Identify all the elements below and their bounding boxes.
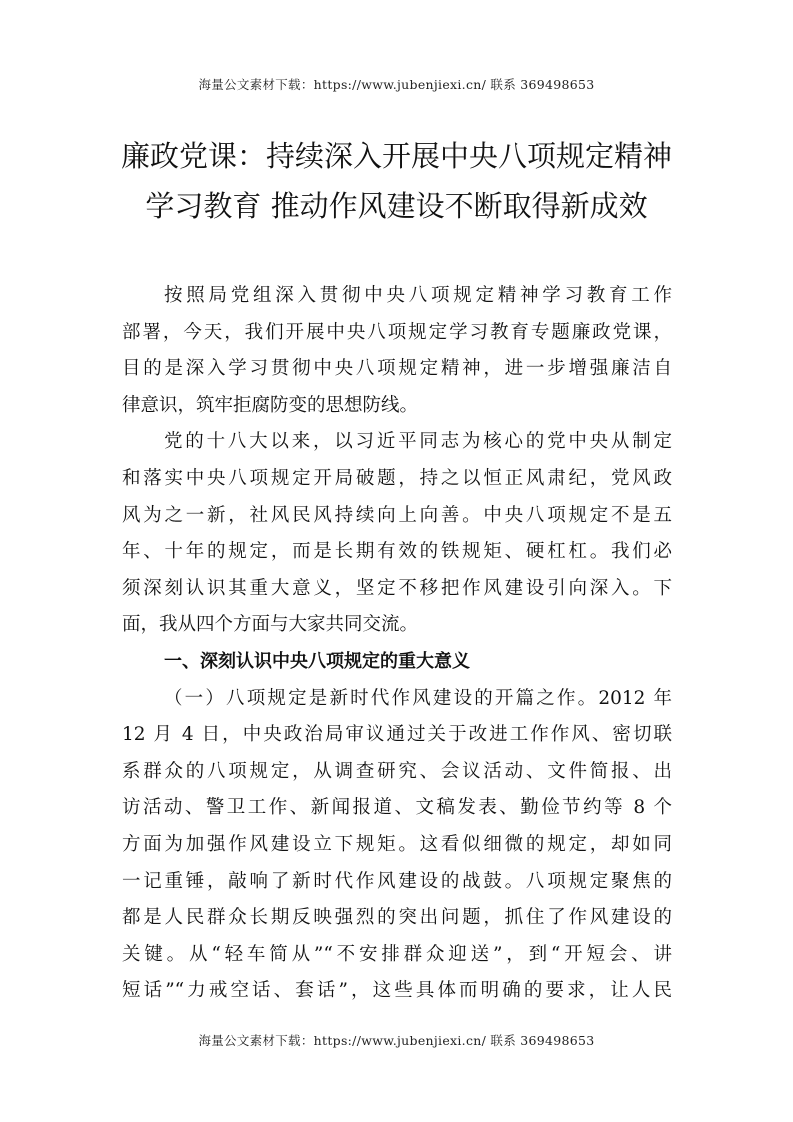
body-line: 须深刻认识其重大意义，坚定不移把作风建设引向深入。下: [122, 577, 672, 599]
body-line: 目的是深入学习贯彻中央八项规定精神，进一步增强廉洁自: [122, 358, 672, 380]
body-line: （一）八项规定是新时代作风建设的开篇之作。2012 年: [164, 687, 672, 709]
page-header: 海量公文素材下载：https://www.jubenjiexi.cn/ 联系 369498653: [198, 77, 595, 92]
body-line: 按照局党组深入贯彻中央八项规定精神学习教育工作: [164, 285, 672, 306]
body-line: 12 月 4 日，中央政治局审议通过关于改进工作作风、密切联: [122, 724, 672, 746]
body-line: 律意识，筑牢拒腐防变的思想防线。: [122, 394, 419, 416]
title-line-2: 学习教育 推动作风建设不断取得新成效: [145, 189, 648, 223]
title-line-1: 廉政党课：持续深入开展中央八项规定精神: [120, 139, 672, 173]
body-line: 方面为加强作风建设立下规矩。这看似细微的规定，却如同: [122, 833, 672, 855]
section-heading: 一、深刻认识中央八项规定的重大意义: [164, 650, 470, 672]
body-line: 访活动、警卫工作、新闻报道、文稿发表、勤俭节约等 8 个: [122, 797, 672, 819]
body-line: 党的十八大以来，以习近平同志为核心的党中央从制定: [164, 431, 672, 453]
body-line: 面，我从四个方面与大家共同交流。: [122, 614, 419, 636]
body-line: 都是人民群众长期反映强烈的突出问题，抓住了作风建设的: [122, 907, 672, 929]
body-line: 系群众的八项规定，从调查研究、会议活动、文件简报、出: [122, 760, 672, 782]
body-line: 关键。从“轻车简从”“不安排群众迎送”，到“开短会、讲: [122, 943, 672, 965]
document-title: [110, 131, 683, 231]
page-footer: 海量公文素材下载：https://www.jubenjiexi.cn/ 联系 369498653: [198, 1033, 595, 1048]
body-line: 风为之一新，社风民风持续向上向善。中央八项规定不是五: [122, 504, 672, 526]
body-line: 一记重锤，敲响了新时代作风建设的战鼓。八项规定聚焦的: [122, 870, 672, 892]
body-line: 短话”“力戒空话、套话”，这些具体而明确的要求，让人民: [122, 980, 672, 1002]
document-body: [122, 278, 672, 1010]
body-line: 和落实中央八项规定开局破题，持之以恒正风肃纪，党风政: [122, 467, 672, 489]
body-line: 部署，今天，我们开展中央八项规定学习教育专题廉政党课，: [122, 321, 672, 343]
body-line: 年、十年的规定，而是长期有效的铁规矩、硬杠杠。我们必: [122, 541, 672, 563]
